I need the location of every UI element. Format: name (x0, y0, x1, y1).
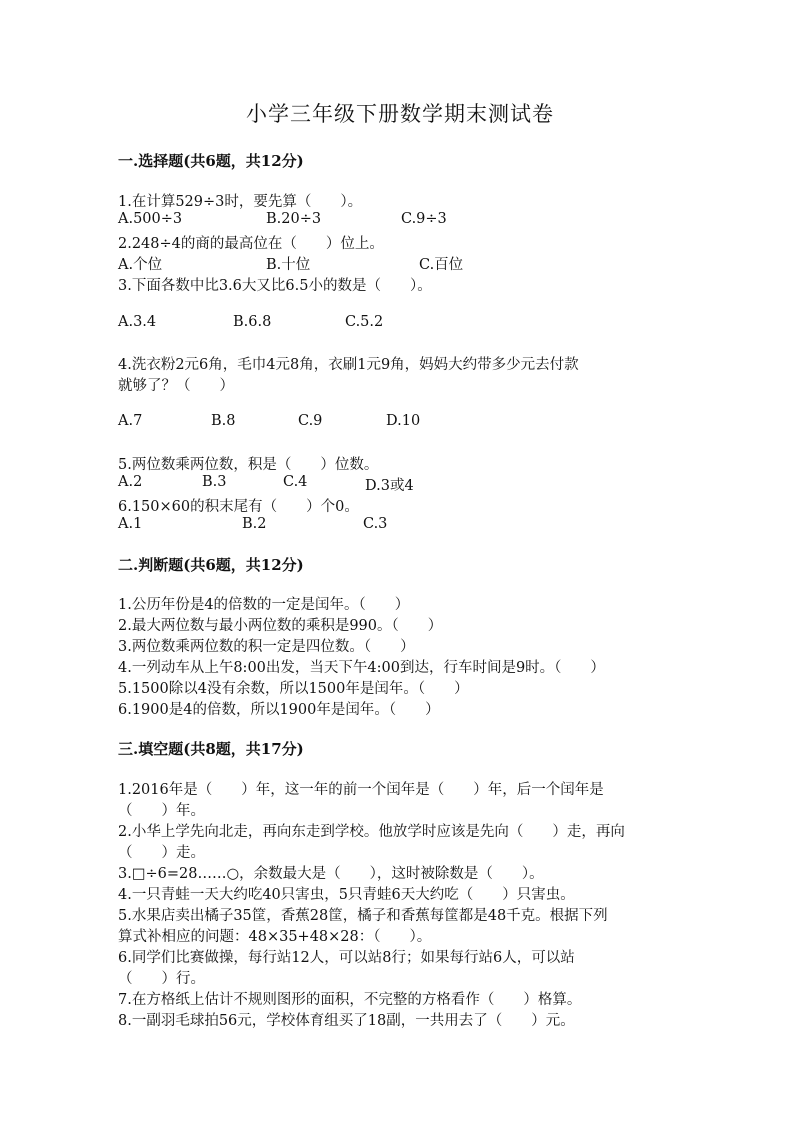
fill-line: （ ）行。 (118, 971, 205, 987)
judgement-item: 2.最大两位数与最小两位数的乘积是990。（ ） (118, 618, 443, 634)
fill-line: 5.水果店卖出橘子35筐，香蕉28筐，橘子和香蕉每筐都是48千克。根据下列 (118, 908, 608, 924)
fill-line: 8.一副羽毛球拍56元，学校体育组买了18副，一共用去了（ ）元。 (118, 1013, 575, 1029)
page-title: 小学三年级下册数学期末测试卷 (246, 102, 554, 126)
option: B.2 (242, 516, 267, 532)
option: C.4 (283, 474, 308, 490)
option: B.8 (211, 413, 236, 429)
section-heading-fill: 三.填空题(共8题，共17分) (118, 740, 304, 758)
fill-line: 6.同学们比赛做操，每行站12人，可以站8行；如果每行站6人，可以站 (118, 950, 575, 966)
option: B.6.8 (233, 314, 272, 330)
option: A.2 (118, 474, 143, 490)
judgement-item: 5.1500除以4没有余数，所以1500年是闰年。（ ） (118, 681, 469, 697)
judgement-item: 4.一列动车从上午8:00出发，当天下午4:00到达，行车时间是9时。（ ） (118, 660, 605, 676)
fill-line: 2.小华上学先向北走，再向东走到学校。他放学时应该是先向（ ）走，再向 (118, 824, 625, 840)
option: D.3或4 (365, 478, 414, 494)
fill-line: 算式补相应的问题：48×35+48×28：（ ）。 (118, 929, 432, 945)
fill-line: （ ）年。 (118, 803, 205, 819)
section-heading-choice: 一.选择题(共6题，共12分) (118, 152, 304, 170)
section-heading-judgement: 二.判断题(共6题，共12分) (118, 556, 304, 574)
fill-line: 1.2016年是（ ）年，这一年的前一个闰年是（ ）年，后一个闰年是 (118, 782, 604, 798)
option: A.个位 (118, 257, 163, 273)
option: A.7 (118, 413, 143, 429)
question-text: 1.在计算529÷3时，要先算（ ）。 (118, 194, 363, 210)
fill-line: （ ）走。 (118, 845, 205, 861)
option: B.20÷3 (266, 211, 322, 227)
option: C.9 (298, 413, 323, 429)
fill-line: 7.在方格纸上估计不规则图形的面积，不完整的方格看作（ ）格算。 (118, 992, 582, 1008)
option: B.3 (202, 474, 227, 490)
option: C.百位 (419, 257, 464, 273)
fill-line: 4.一只青蛙一天大约吃40只害虫，5只青蛙6天大约吃（ ）只害虫。 (118, 887, 575, 903)
option: C.5.2 (345, 314, 384, 330)
judgement-item: 1.公历年份是4的倍数的一定是闰年。（ ） (118, 597, 410, 613)
judgement-item: 6.1900是4的倍数，所以1900年是闰年。（ ） (118, 702, 440, 718)
question-text: 4.洗衣粉2元6角，毛巾4元8角，衣刷1元9角，妈妈大约带多少元去付款 (118, 357, 579, 373)
judgement-item: 3.两位数乘两位数的积一定是四位数。（ ） (118, 639, 415, 655)
option: B.十位 (266, 257, 311, 273)
option: D.10 (386, 413, 421, 429)
question-text-continued: 就够了？（ ） (118, 378, 234, 394)
question-text: 6.150×60的积末尾有（ ）个0。 (118, 499, 359, 515)
question-text: 2.248÷4的商的最高位在（ ）位上。 (118, 236, 384, 252)
option: C.9÷3 (401, 211, 447, 227)
question-text: 3.下面各数中比3.6大又比6.5小的数是（ ）。 (118, 278, 432, 294)
option: A.500÷3 (118, 211, 183, 227)
fill-line: 3.□÷6=28……○，余数最大是（ ），这时被除数是（ ）。 (118, 866, 544, 882)
question-text: 5.两位数乘两位数，积是（ ）位数。 (118, 457, 379, 473)
option: A.3.4 (118, 314, 157, 330)
option: A.1 (118, 516, 143, 532)
option: C.3 (363, 516, 388, 532)
